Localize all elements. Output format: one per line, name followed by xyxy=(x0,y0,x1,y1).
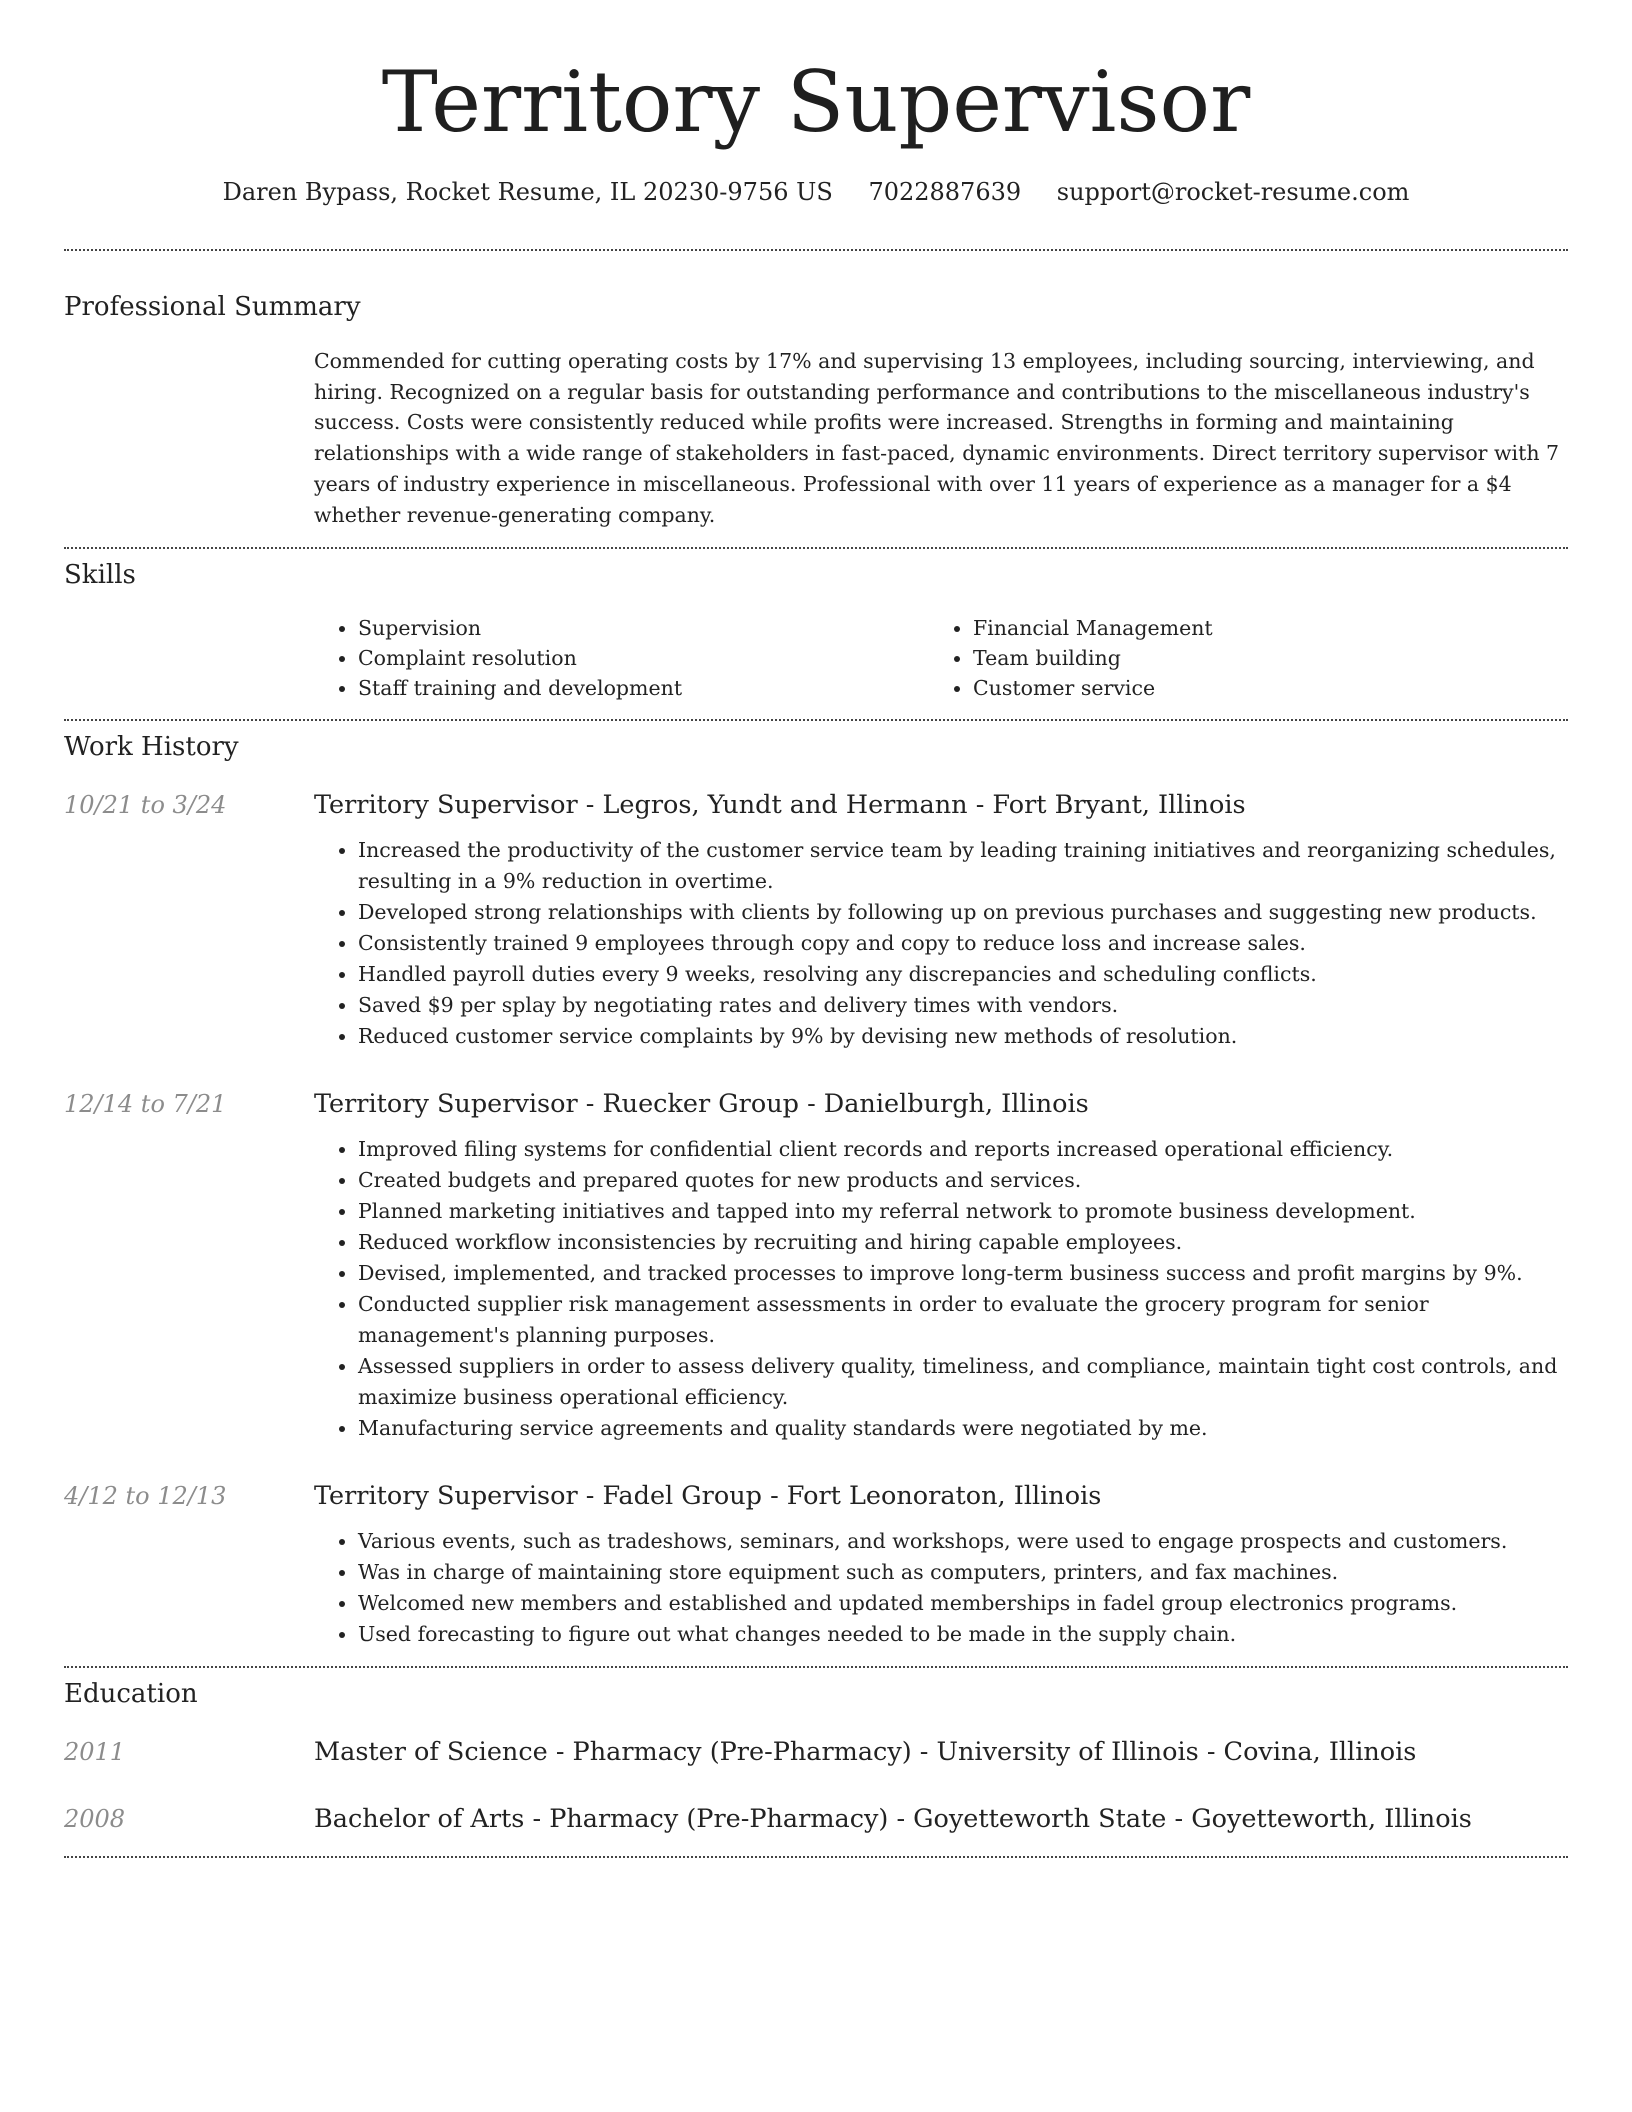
job-bullet: • Handled payroll duties every 9 weeks, resolving any discrepancies and scheduling conflicts. xyxy=(358,959,1568,990)
job-bullet: • Consistently trained 9 employees through copy and copy to reduce loss and increase sales. xyxy=(358,928,1568,959)
job-bullet: • Devised, implemented, and tracked processes to improve long-term business success and profit margins by 9%. xyxy=(358,1258,1568,1289)
education-heading: Education xyxy=(64,1679,198,1710)
education-title: Master of Science - Pharmacy (Pre-Pharmacy) - University of Illinois - Covina, Illinois xyxy=(314,1737,1417,1768)
job-bullet: • Was in charge of maintaining store equipment such as computers, printers, and fax machines. xyxy=(358,1557,1568,1588)
summary-heading: Professional Summary xyxy=(64,292,361,322)
summary-section xyxy=(64,291,1568,530)
job-bullet: • Various events, such as tradeshows, seminars, and workshops, were used to engage prospects and customers. xyxy=(358,1526,1568,1557)
job-bullet: • Conducted supplier risk management assessments in order to evaluate the grocery program for senior management's planning purposes. xyxy=(358,1289,1568,1351)
skills-column-right xyxy=(929,613,1544,703)
job-bullet: • Saved $9 per splay by negotiating rates and delivery times with vendors. xyxy=(358,990,1568,1021)
work-history-section xyxy=(64,731,1568,1650)
skills-section xyxy=(64,559,1568,703)
education-year: 2011 xyxy=(64,1738,126,1767)
job-title: Territory Supervisor - Fadel Group - Fort Leonoraton, Illinois xyxy=(314,1481,1102,1512)
job-dates: 4/12 to 12/13 xyxy=(64,1482,227,1511)
job-bullet: • Used forecasting to figure out what changes needed to be made in the supply chain. xyxy=(358,1619,1568,1650)
skill-item: • Complaint resolution xyxy=(358,643,929,673)
job-bullet: • Reduced workflow inconsistencies by recruiting and hiring capable employees. xyxy=(358,1227,1568,1258)
job-dates: 10/21 to 3/24 xyxy=(64,791,227,820)
skill-item: • Team building xyxy=(973,643,1544,673)
contact-address: Daren Bypass, Rocket Resume, IL 20230-9756 US xyxy=(222,178,833,206)
summary-text: Commended for cutting operating costs by 17% and supervising 13 employees, including sourcing, interviewing, and hiring. Recognized on a regular basis for outstanding performance and contributions to the miscellaneous industry's success. Costs were consistently reduced while profits were increased. Strengths in forming and maintaining relationships with a wide range of stakeholders in fast-paced, dynamic environments. Direct territory supervisor with 7 years of industry experience in miscellaneous. Professional with over 11 years of experience as a manager for a $4 whether revenue-generating company. xyxy=(314,349,1560,527)
job-bullet: • Planned marketing initiatives and tapped into my referral network to promote business development. xyxy=(358,1196,1568,1227)
job-bullet: • Increased the productivity of the customer service team by leading training initiatives and reorganizing schedules, resulting in a 9% reduction in overtime. xyxy=(358,835,1568,897)
job-bullets xyxy=(314,835,1568,1052)
contact-line xyxy=(64,176,1568,208)
contact-email: support@rocket-resume.com xyxy=(1056,178,1410,206)
job-entry xyxy=(64,789,1568,1052)
divider xyxy=(64,1856,1568,1858)
education-entry xyxy=(64,1803,1568,1835)
job-bullet: • Assessed suppliers in order to assess delivery quality, timeliness, and compliance, maintain tight cost controls, and maximize business operational efficiency. xyxy=(358,1351,1568,1413)
job-entry xyxy=(64,1480,1568,1650)
candidate-name: Territory Supervisor xyxy=(381,53,1251,151)
divider xyxy=(64,547,1568,549)
job-dates: 12/14 to 7/21 xyxy=(64,1090,227,1119)
job-title: Territory Supervisor - Ruecker Group - Danielburgh, Illinois xyxy=(314,1089,1089,1120)
divider xyxy=(64,249,1568,251)
education-entry xyxy=(64,1736,1568,1768)
job-bullet: • Reduced customer service complaints by 9% by devising new methods of resolution. xyxy=(358,1021,1568,1052)
contact-phone: 7022887639 xyxy=(868,178,1022,206)
skill-item: • Financial Management xyxy=(973,613,1544,643)
education-section xyxy=(64,1678,1568,1835)
job-bullets xyxy=(314,1526,1568,1650)
skills-column-left xyxy=(314,613,929,703)
job-entry xyxy=(64,1088,1568,1444)
skill-item: • Customer service xyxy=(973,673,1544,703)
education-title: Bachelor of Arts - Pharmacy (Pre-Pharmacy) - Goyetteworth State - Goyetteworth, Illinois xyxy=(314,1804,1472,1835)
skills-list xyxy=(314,613,1568,703)
job-bullet: • Created budgets and prepared quotes for new products and services. xyxy=(358,1165,1568,1196)
job-bullet: • Manufacturing service agreements and quality standards were negotiated by me. xyxy=(358,1413,1568,1444)
job-bullets xyxy=(314,1134,1568,1444)
skill-item: • Staff training and development xyxy=(358,673,929,703)
job-bullet: • Welcomed new members and established and updated memberships in fadel group electronics programs. xyxy=(358,1588,1568,1619)
education-year: 2008 xyxy=(64,1805,126,1834)
resume-header xyxy=(64,50,1568,208)
work-history-heading: Work History xyxy=(64,732,239,763)
resume-page xyxy=(64,0,1568,1858)
job-bullet: • Improved filing systems for confidential client records and reports increased operational efficiency. xyxy=(358,1134,1568,1165)
job-bullet: • Developed strong relationships with clients by following up on previous purchases and suggesting new products. xyxy=(358,897,1568,928)
skills-heading: Skills xyxy=(64,560,136,591)
divider xyxy=(64,1666,1568,1668)
divider xyxy=(64,719,1568,721)
job-title: Territory Supervisor - Legros, Yundt and Hermann - Fort Bryant, Illinois xyxy=(314,790,1246,821)
skill-item: • Supervision xyxy=(358,613,929,643)
